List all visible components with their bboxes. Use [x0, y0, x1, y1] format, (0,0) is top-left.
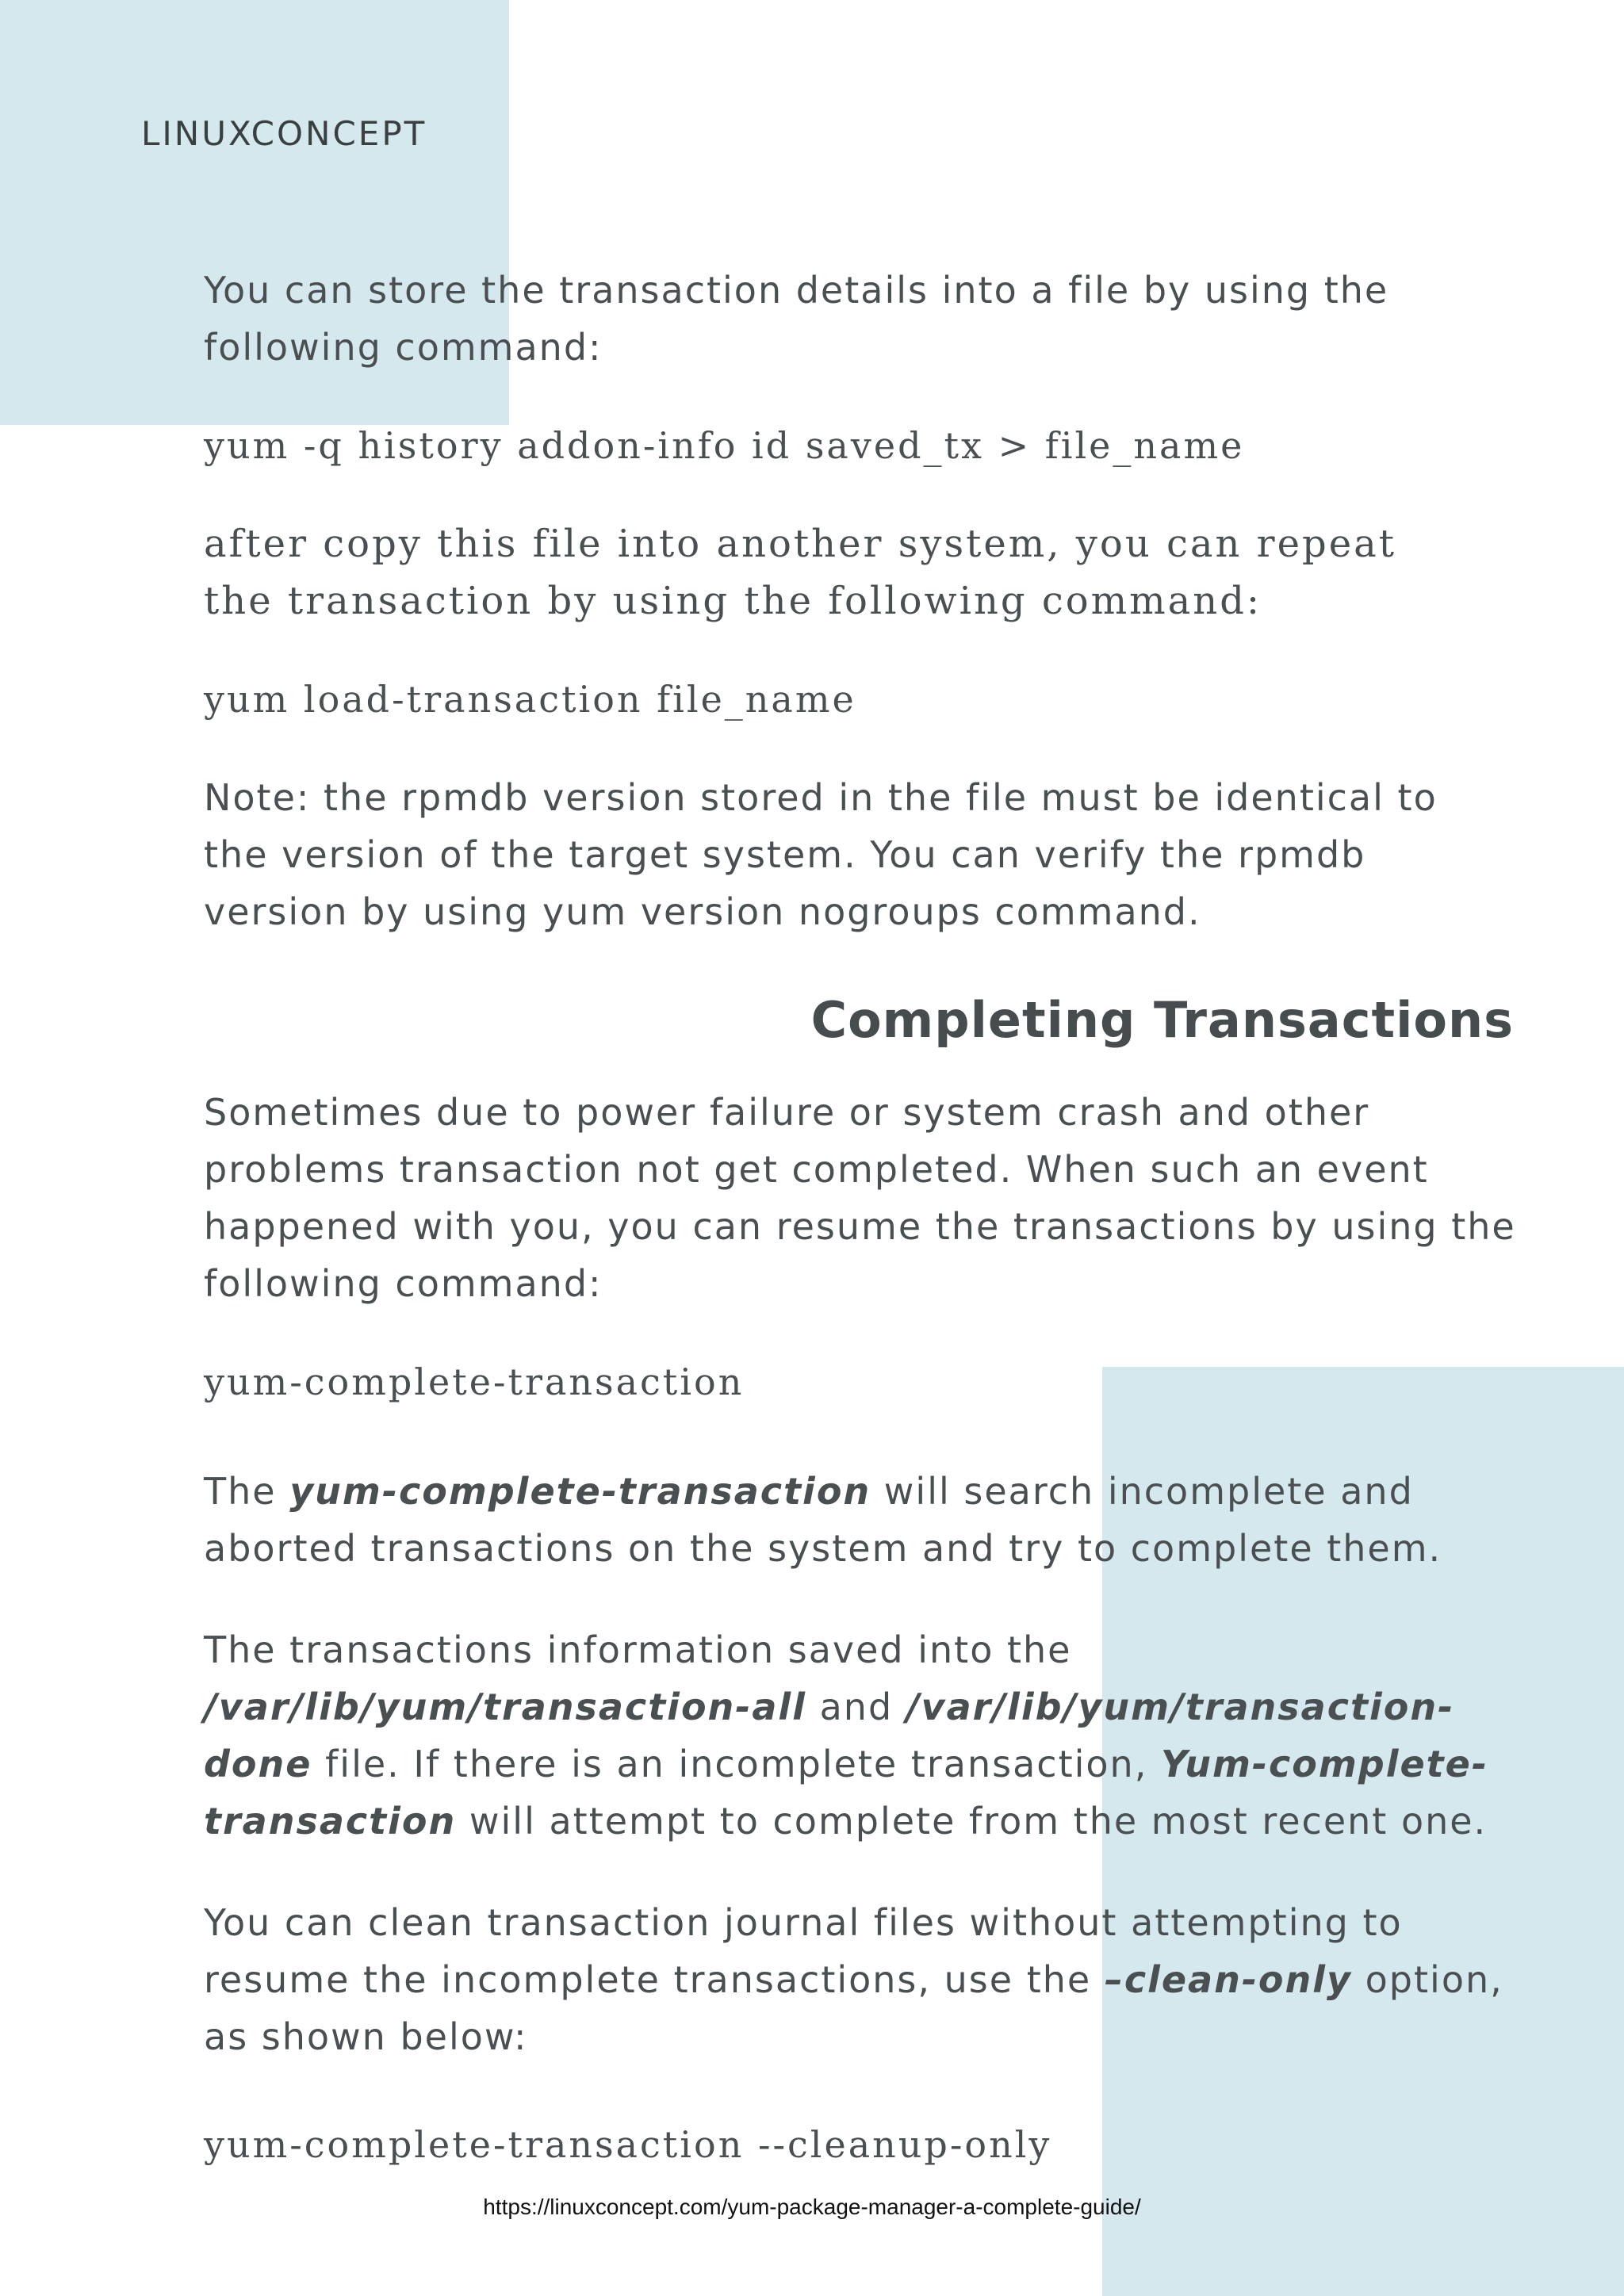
- footer-url[interactable]: [0, 2195, 1624, 2220]
- text-segment: and: [806, 1686, 906, 1728]
- paragraph-transaction-files: [204, 1621, 1504, 1850]
- text-segment: option, as shown below:: [204, 1958, 1503, 2058]
- text-segment: You can clean transaction journal files without attempting to resume the incomplete transactions, use the: [204, 1901, 1403, 2001]
- article-content: [204, 262, 1520, 2173]
- text-segment: will search incomplete and aborted transactions on the system and try to complete them.: [204, 1470, 1442, 1570]
- footer-url-text[interactable]: https://linuxconcept.com/yum-package-manager-a-complete-guide/: [483, 2195, 1141, 2219]
- emphasis-path-all: /var/lib/yum/transaction-all: [204, 1686, 806, 1728]
- emphasis-option: –clean-only: [1104, 1958, 1353, 2001]
- section-heading: Completing Transactions: [810, 991, 1514, 1049]
- text-segment: will attempt to complete from the most recent one.: [456, 1800, 1488, 1843]
- text-segment: file. If there is an incomplete transaction,: [312, 1743, 1161, 1785]
- command-load-transaction: yum load-transaction file_name: [204, 678, 856, 721]
- command-complete-transaction: yum-complete-transaction: [204, 1360, 745, 1403]
- command-addon-info: yum -q history addon-info id saved_tx > file_name: [204, 424, 1245, 467]
- text-segment: The transactions information saved into the: [204, 1628, 1072, 1671]
- command-cleanup-only: yum-complete-transaction --cleanup-only: [204, 2123, 1052, 2166]
- paragraph-clean-only: [204, 1894, 1520, 2065]
- emphasis-command: yum-complete-transaction: [289, 1470, 871, 1513]
- paragraph-note-rpmdb: Note: the rpmdb version stored in the file must be identical to the version of the target system. You can verify the rpmdb version by using yum version nogroups command.: [204, 776, 1438, 933]
- paragraph-copy-file: after copy this file into another system, you can repeat the transaction by using the following command:: [204, 522, 1397, 623]
- paragraph-power-failure: Sometimes due to power failure or system crash and other problems transaction not get completed. When such an event happened with you, you can resume the transactions by using the following command:: [204, 1091, 1516, 1305]
- emphasis-path-done: /var/lib/yum/transaction-done: [204, 1686, 1455, 1785]
- text-segment: The: [204, 1470, 290, 1513]
- emphasis-command: Yum-complete-transaction: [204, 1743, 1488, 1843]
- paragraph-complete-transaction-desc: [204, 1463, 1520, 1577]
- brand-name: LINUXCONCEPT: [141, 114, 427, 153]
- paragraph-store-transaction: You can store the transaction details into a file by using the following command:: [204, 269, 1389, 369]
